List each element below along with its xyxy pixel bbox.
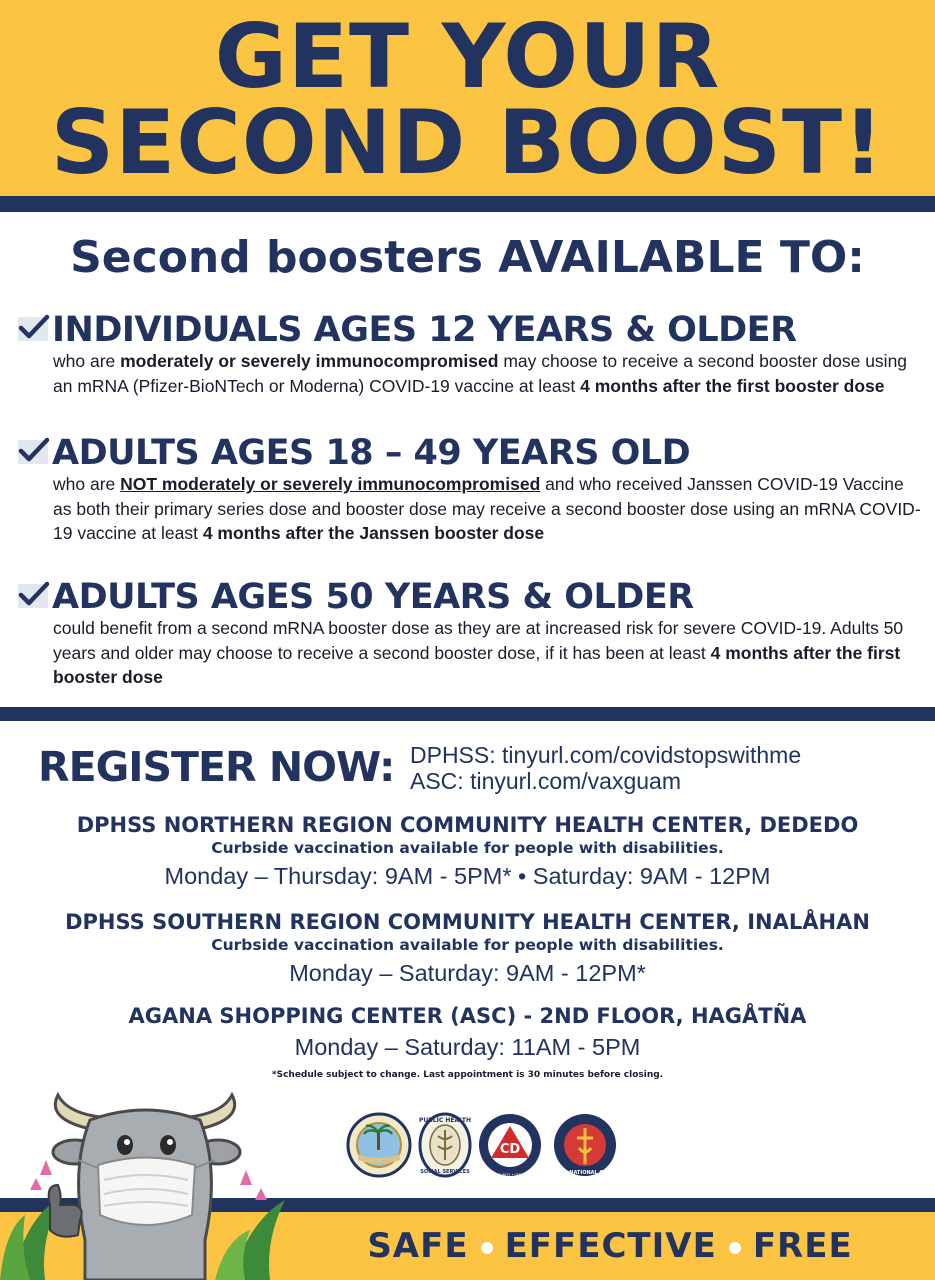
availability-heading: Second boosters AVAILABLE TO: <box>70 232 865 283</box>
title-line-1: GET YOUR <box>214 5 721 108</box>
checkmark-icon <box>18 440 48 464</box>
bullet-dot <box>729 1242 741 1254</box>
asc-link[interactable]: ASC: tinyurl.com/vaxguam <box>410 768 681 794</box>
tagline-word: SAFE <box>367 1226 469 1266</box>
eligibility-description: could benefit from a second mRNA booster dose as they are at increased risk for severe COVID-19. Adults 50 years and older may choose to receive a second booster dose, if it has been at least 4 months after the first booster dose <box>53 618 904 687</box>
tagline-word: FREE <box>752 1226 853 1266</box>
location-agana <box>0 1003 935 1062</box>
eligibility-item <box>18 578 923 690</box>
tagline <box>300 1220 920 1272</box>
carabao-mascot-illustration <box>0 1090 300 1280</box>
eligibility-title: INDIVIDUALS AGES 12 YEARS & OLDER <box>52 310 797 350</box>
public-health-seal-icon <box>418 1112 472 1178</box>
location-hours: Monday – Saturday: 11AM - 5PM <box>294 1034 641 1060</box>
dphss-link[interactable]: DPHSS: tinyurl.com/covidstopswithme <box>410 742 802 768</box>
eligibility-title: ADULTS AGES 50 YEARS & OLDER <box>52 577 694 617</box>
seal-text: CD <box>499 1142 521 1157</box>
curbside-note: Curbside vaccination available for people with disabilities. <box>211 839 724 857</box>
page-title <box>0 5 935 194</box>
eligibility-description: who are NOT moderately or severely immunocompromised and who received Janssen COVID-19 Vaccine as both their primary series dose and booster dose may receive a second booster dose using an mRNA COVID-19 vaccine at least 4 months after the Janssen booster dose <box>53 474 921 543</box>
eligibility-description: who are moderately or severely immunocompromised may choose to receive a second booster dose using an mRNA (Pfizer-BioNTech or Moderna) COVID-19 vaccine at least 4 months after the first booster dose <box>53 351 908 396</box>
checkmark-icon <box>18 317 48 341</box>
seal-text: PUBLIC HEALTH <box>418 1117 472 1124</box>
register-section <box>38 742 918 798</box>
location-name: DPHSS SOUTHERN REGION COMMUNITY HEALTH CENTER, INALÅHAN <box>65 910 870 934</box>
curbside-note: Curbside vaccination available for people with disabilities. <box>211 936 724 954</box>
civil-defense-seal-icon <box>461 1112 559 1178</box>
eligibility-title: ADULTS AGES 18 – 49 YEARS OLD <box>52 433 691 473</box>
location-southern <box>0 909 935 988</box>
eligibility-item <box>18 311 923 398</box>
title-line-2: SECOND BOOST! <box>50 91 885 194</box>
register-label: REGISTER NOW: <box>38 743 395 791</box>
checkmark-icon <box>18 584 48 608</box>
seal-text: GUAM HOMELAND SECURITY • OFFICE OF CIVIL DEFENSE <box>461 1173 559 1177</box>
bullet-dot <box>481 1242 493 1254</box>
tagline-word: EFFECTIVE <box>504 1226 717 1266</box>
location-northern <box>0 812 935 891</box>
register-links <box>410 742 801 794</box>
section-divider <box>0 707 935 721</box>
location-name: DPHSS NORTHERN REGION COMMUNITY HEALTH CENTER, DEDEDO <box>76 813 859 837</box>
national-guard-seal-icon <box>550 1112 620 1178</box>
guam-seal-icon <box>346 1112 412 1178</box>
location-hours: Monday – Saturday: 9AM - 12PM* <box>289 960 646 986</box>
seal-text: SOCIAL SERVICES <box>420 1169 470 1175</box>
location-hours: Monday – Thursday: 9AM - 5PM* • Saturday: 9AM - 12PM <box>164 863 771 889</box>
schedule-note: *Schedule subject to change. Last appointment is 30 minutes before closing. <box>271 1070 664 1080</box>
header-banner <box>0 0 935 196</box>
seal-text: GUAM NATIONAL GUARD <box>550 1170 620 1176</box>
location-name: AGANA SHOPPING CENTER (ASC) - 2ND FLOOR, HAGÅTÑA <box>128 1004 807 1028</box>
header-divider <box>0 196 935 212</box>
eligibility-item <box>18 434 923 546</box>
